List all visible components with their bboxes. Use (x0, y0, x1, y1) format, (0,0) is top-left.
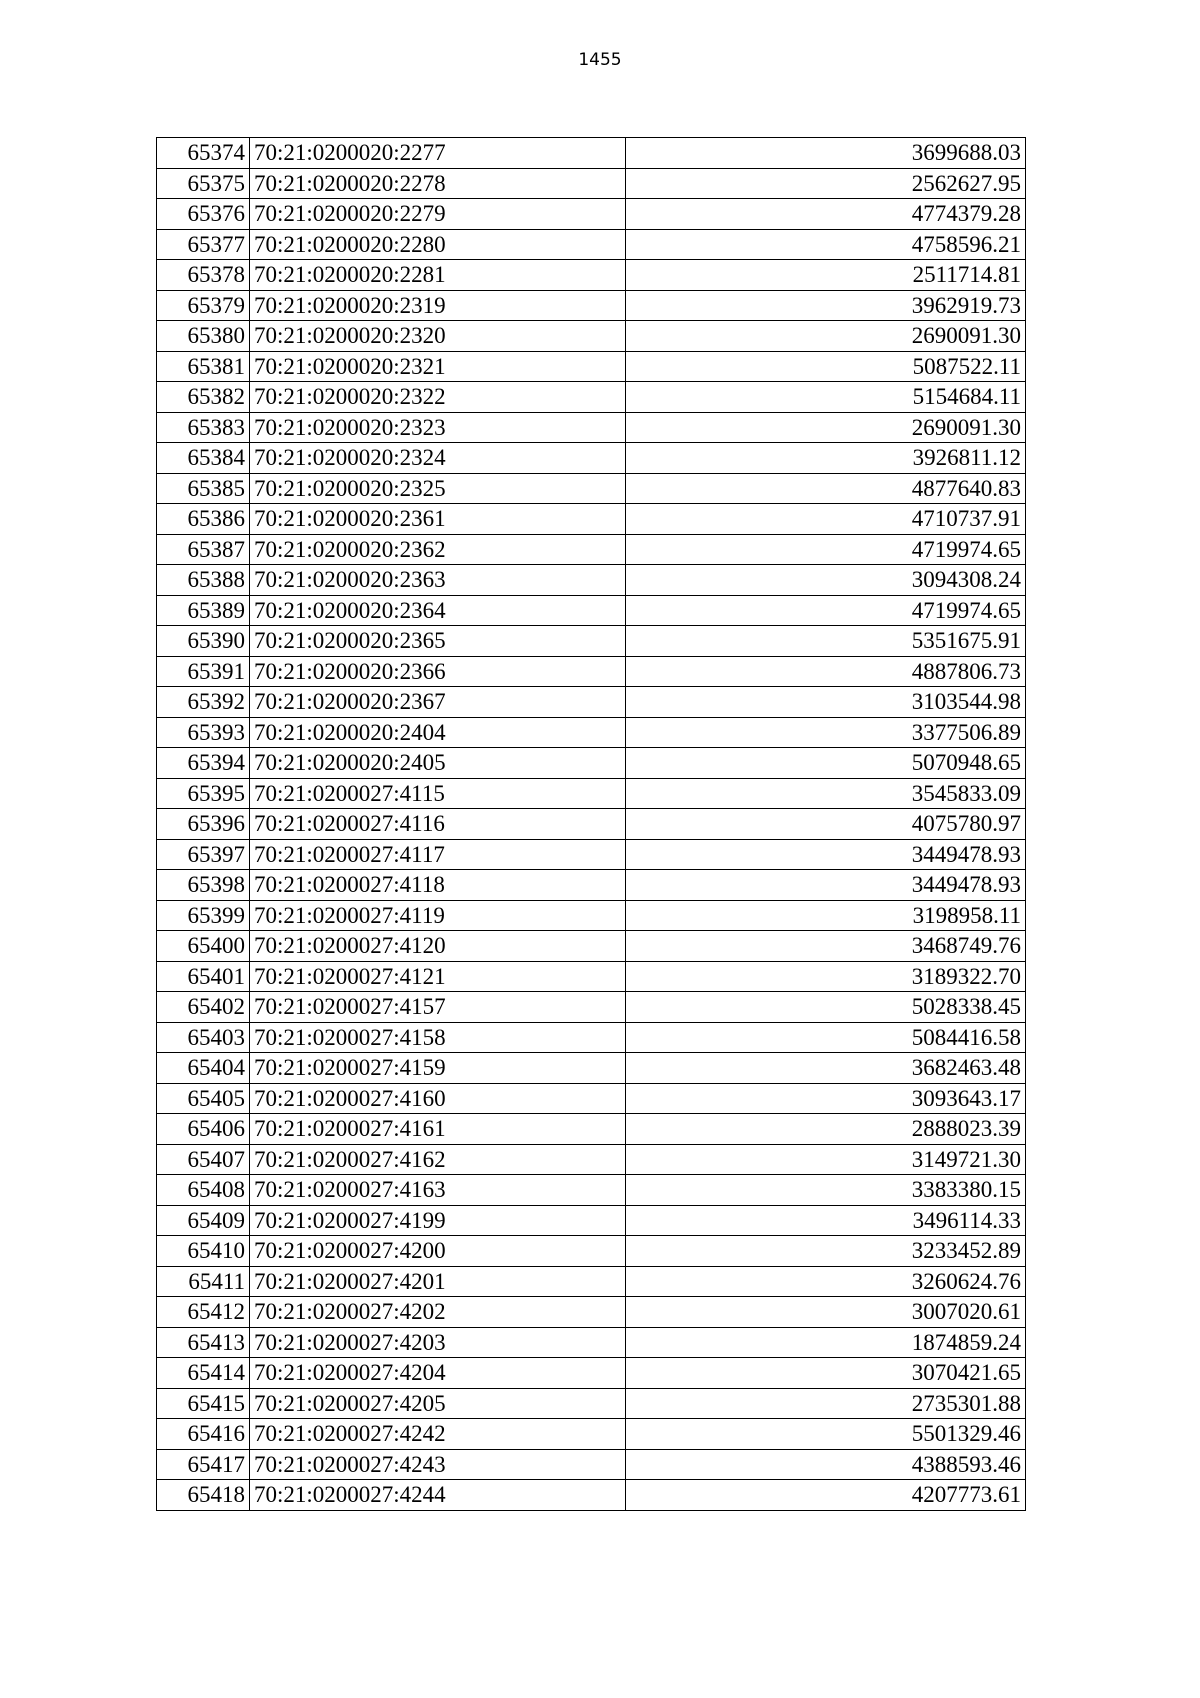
cadastral-number-cell: 70:21:0200027:4161 (250, 1114, 626, 1145)
value-cell: 3377506.89 (626, 717, 1026, 748)
table-row (157, 290, 1026, 321)
row-number-cell: 65385 (157, 473, 250, 504)
row-number-cell: 65412 (157, 1297, 250, 1328)
table-row (157, 1144, 1026, 1175)
row-number-cell: 65414 (157, 1358, 250, 1389)
table-row (157, 1236, 1026, 1267)
cadastral-number-cell: 70:21:0200020:2277 (250, 138, 626, 169)
cadastral-number-cell: 70:21:0200027:4116 (250, 809, 626, 840)
value-cell: 4719974.65 (626, 534, 1026, 565)
row-number-cell: 65381 (157, 351, 250, 382)
cadastral-number-cell: 70:21:0200027:4160 (250, 1083, 626, 1114)
row-number-cell: 65418 (157, 1480, 250, 1511)
table-row (157, 229, 1026, 260)
value-cell: 5351675.91 (626, 626, 1026, 657)
cadastral-number-cell: 70:21:0200027:4200 (250, 1236, 626, 1267)
value-cell: 3468749.76 (626, 931, 1026, 962)
value-cell: 4774379.28 (626, 199, 1026, 230)
page-number: 1455 (578, 50, 622, 70)
cadastral-number-cell: 70:21:0200020:2324 (250, 443, 626, 474)
row-number-cell: 65403 (157, 1022, 250, 1053)
cadastral-number-cell: 70:21:0200020:2364 (250, 595, 626, 626)
table-row (157, 1175, 1026, 1206)
row-number-cell: 65393 (157, 717, 250, 748)
row-number-cell: 65405 (157, 1083, 250, 1114)
cadastral-number-cell: 70:21:0200020:2278 (250, 168, 626, 199)
value-cell: 4877640.83 (626, 473, 1026, 504)
table-row (157, 1022, 1026, 1053)
cadastral-number-cell: 70:21:0200027:4202 (250, 1297, 626, 1328)
value-cell: 5070948.65 (626, 748, 1026, 779)
table-row (157, 1449, 1026, 1480)
value-cell: 4887806.73 (626, 656, 1026, 687)
value-cell: 3189322.70 (626, 961, 1026, 992)
table-row (157, 443, 1026, 474)
cadastral-number-cell: 70:21:0200027:4118 (250, 870, 626, 901)
table-row (157, 351, 1026, 382)
cadastral-number-cell: 70:21:0200020:2321 (250, 351, 626, 382)
value-cell: 3383380.15 (626, 1175, 1026, 1206)
cadastral-number-cell: 70:21:0200020:2361 (250, 504, 626, 535)
cadastral-number-cell: 70:21:0200027:4243 (250, 1449, 626, 1480)
table-row (157, 1327, 1026, 1358)
row-number-cell: 65408 (157, 1175, 250, 1206)
value-cell: 2562627.95 (626, 168, 1026, 199)
value-cell: 3149721.30 (626, 1144, 1026, 1175)
cadastral-number-cell: 70:21:0200020:2365 (250, 626, 626, 657)
cadastral-number-cell: 70:21:0200027:4115 (250, 778, 626, 809)
cadastral-number-cell: 70:21:0200020:2280 (250, 229, 626, 260)
value-cell: 5084416.58 (626, 1022, 1026, 1053)
cadastral-number-cell: 70:21:0200027:4117 (250, 839, 626, 870)
value-cell: 3962919.73 (626, 290, 1026, 321)
row-number-cell: 65402 (157, 992, 250, 1023)
value-cell: 3103544.98 (626, 687, 1026, 718)
table-row (157, 260, 1026, 291)
table-row (157, 595, 1026, 626)
row-number-cell: 65413 (157, 1327, 250, 1358)
table-row (157, 931, 1026, 962)
row-number-cell: 65389 (157, 595, 250, 626)
row-number-cell: 65397 (157, 839, 250, 870)
cadastral-number-cell: 70:21:0200020:2366 (250, 656, 626, 687)
row-number-cell: 65379 (157, 290, 250, 321)
value-cell: 3926811.12 (626, 443, 1026, 474)
table-row (157, 565, 1026, 596)
cadastral-number-cell: 70:21:0200020:2320 (250, 321, 626, 352)
row-number-cell: 65392 (157, 687, 250, 718)
cadastral-number-cell: 70:21:0200027:4158 (250, 1022, 626, 1053)
cadastral-number-cell: 70:21:0200027:4204 (250, 1358, 626, 1389)
cadastral-number-cell: 70:21:0200027:4159 (250, 1053, 626, 1084)
value-cell: 3198958.11 (626, 900, 1026, 931)
row-number-cell: 65384 (157, 443, 250, 474)
table-row (157, 1205, 1026, 1236)
value-cell: 3070421.65 (626, 1358, 1026, 1389)
table-row (157, 1480, 1026, 1511)
row-number-cell: 65416 (157, 1419, 250, 1450)
value-cell: 4075780.97 (626, 809, 1026, 840)
value-cell: 3094308.24 (626, 565, 1026, 596)
row-number-cell: 65383 (157, 412, 250, 443)
table-row (157, 687, 1026, 718)
value-cell: 5501329.46 (626, 1419, 1026, 1450)
cadastral-number-cell: 70:21:0200020:2325 (250, 473, 626, 504)
value-cell: 3449478.93 (626, 870, 1026, 901)
value-cell: 3545833.09 (626, 778, 1026, 809)
value-cell: 5028338.45 (626, 992, 1026, 1023)
value-cell: 5154684.11 (626, 382, 1026, 413)
table-row (157, 412, 1026, 443)
value-cell: 3233452.89 (626, 1236, 1026, 1267)
row-number-cell: 65401 (157, 961, 250, 992)
row-number-cell: 65404 (157, 1053, 250, 1084)
table-row (157, 1358, 1026, 1389)
row-number-cell: 65406 (157, 1114, 250, 1145)
value-cell: 2888023.39 (626, 1114, 1026, 1145)
cadastral-value-table (156, 137, 1026, 1511)
cadastral-number-cell: 70:21:0200027:4121 (250, 961, 626, 992)
value-cell: 5087522.11 (626, 351, 1026, 382)
row-number-cell: 65375 (157, 168, 250, 199)
cadastral-number-cell: 70:21:0200027:4163 (250, 1175, 626, 1206)
cadastral-number-cell: 70:21:0200020:2319 (250, 290, 626, 321)
value-cell: 4758596.21 (626, 229, 1026, 260)
cadastral-number-cell: 70:21:0200020:2322 (250, 382, 626, 413)
table-row (157, 1053, 1026, 1084)
table-row (157, 382, 1026, 413)
value-cell: 3093643.17 (626, 1083, 1026, 1114)
row-number-cell: 65409 (157, 1205, 250, 1236)
value-cell: 3682463.48 (626, 1053, 1026, 1084)
cadastral-number-cell: 70:21:0200020:2405 (250, 748, 626, 779)
row-number-cell: 65410 (157, 1236, 250, 1267)
value-cell: 4207773.61 (626, 1480, 1026, 1511)
cadastral-number-cell: 70:21:0200027:4119 (250, 900, 626, 931)
table-row (157, 778, 1026, 809)
cadastral-number-cell: 70:21:0200020:2279 (250, 199, 626, 230)
table-row (157, 839, 1026, 870)
row-number-cell: 65388 (157, 565, 250, 596)
table-row (157, 900, 1026, 931)
cadastral-number-cell: 70:21:0200020:2323 (250, 412, 626, 443)
cadastral-number-cell: 70:21:0200027:4157 (250, 992, 626, 1023)
value-cell: 2735301.88 (626, 1388, 1026, 1419)
cadastral-number-cell: 70:21:0200020:2281 (250, 260, 626, 291)
table-row (157, 534, 1026, 565)
table-row (157, 321, 1026, 352)
cadastral-number-cell: 70:21:0200027:4244 (250, 1480, 626, 1511)
row-number-cell: 65382 (157, 382, 250, 413)
table-row (157, 1114, 1026, 1145)
table-row (157, 961, 1026, 992)
row-number-cell: 65374 (157, 138, 250, 169)
table-row (157, 626, 1026, 657)
value-cell: 2690091.30 (626, 321, 1026, 352)
row-number-cell: 65415 (157, 1388, 250, 1419)
row-number-cell: 65407 (157, 1144, 250, 1175)
value-cell: 3007020.61 (626, 1297, 1026, 1328)
row-number-cell: 65386 (157, 504, 250, 535)
row-number-cell: 65390 (157, 626, 250, 657)
value-cell: 3496114.33 (626, 1205, 1026, 1236)
value-cell: 2690091.30 (626, 412, 1026, 443)
table-row (157, 992, 1026, 1023)
row-number-cell: 65376 (157, 199, 250, 230)
row-number-cell: 65394 (157, 748, 250, 779)
row-number-cell: 65387 (157, 534, 250, 565)
value-cell: 2511714.81 (626, 260, 1026, 291)
cadastral-number-cell: 70:21:0200027:4242 (250, 1419, 626, 1450)
row-number-cell: 65411 (157, 1266, 250, 1297)
value-cell: 4710737.91 (626, 504, 1026, 535)
row-number-cell: 65398 (157, 870, 250, 901)
table-body (157, 138, 1026, 1511)
table-row (157, 748, 1026, 779)
cadastral-number-cell: 70:21:0200027:4203 (250, 1327, 626, 1358)
table-row (157, 1419, 1026, 1450)
row-number-cell: 65395 (157, 778, 250, 809)
cadastral-number-cell: 70:21:0200020:2363 (250, 565, 626, 596)
table-row (157, 717, 1026, 748)
cadastral-number-cell: 70:21:0200027:4120 (250, 931, 626, 962)
cadastral-number-cell: 70:21:0200020:2404 (250, 717, 626, 748)
table-row (157, 1388, 1026, 1419)
table-row (157, 1266, 1026, 1297)
table-row (157, 473, 1026, 504)
cadastral-number-cell: 70:21:0200020:2362 (250, 534, 626, 565)
table-row (157, 138, 1026, 169)
value-cell: 4388593.46 (626, 1449, 1026, 1480)
row-number-cell: 65377 (157, 229, 250, 260)
table-row (157, 168, 1026, 199)
value-cell: 3699688.03 (626, 138, 1026, 169)
value-cell: 1874859.24 (626, 1327, 1026, 1358)
row-number-cell: 65399 (157, 900, 250, 931)
table-row (157, 1083, 1026, 1114)
cadastral-number-cell: 70:21:0200027:4162 (250, 1144, 626, 1175)
cadastral-number-cell: 70:21:0200027:4201 (250, 1266, 626, 1297)
value-cell: 3449478.93 (626, 839, 1026, 870)
row-number-cell: 65391 (157, 656, 250, 687)
value-cell: 3260624.76 (626, 1266, 1026, 1297)
cadastral-number-cell: 70:21:0200027:4205 (250, 1388, 626, 1419)
cadastral-number-cell: 70:21:0200027:4199 (250, 1205, 626, 1236)
table-row (157, 1297, 1026, 1328)
row-number-cell: 65400 (157, 931, 250, 962)
cadastral-number-cell: 70:21:0200020:2367 (250, 687, 626, 718)
table-row (157, 199, 1026, 230)
value-cell: 4719974.65 (626, 595, 1026, 626)
table-row (157, 870, 1026, 901)
table-row (157, 504, 1026, 535)
row-number-cell: 65396 (157, 809, 250, 840)
row-number-cell: 65380 (157, 321, 250, 352)
table-row (157, 656, 1026, 687)
table-row (157, 809, 1026, 840)
row-number-cell: 65417 (157, 1449, 250, 1480)
row-number-cell: 65378 (157, 260, 250, 291)
